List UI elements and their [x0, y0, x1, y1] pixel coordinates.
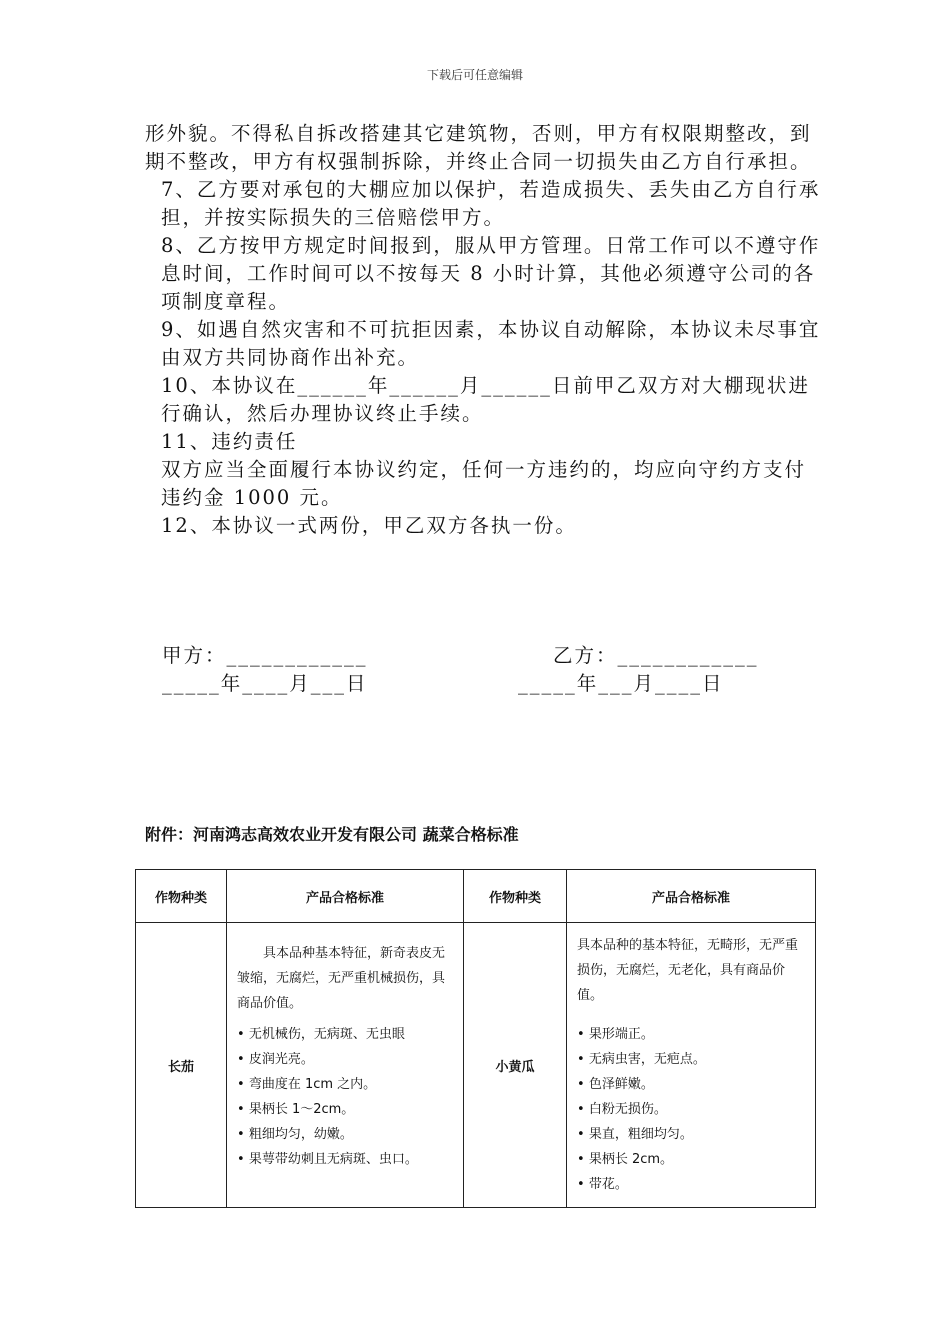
clause-9: 9、如遇自然灾害和不可抗拒因素，本协议自动解除，本协议未尽事宜由双方共同协商作出补充。 [161, 318, 821, 369]
clause-12: 12、本协议一式两份，甲乙双方各执一份。 [161, 514, 577, 537]
header-crop-1: 作物种类 [136, 870, 227, 923]
clause-11: 11、违约责任 [161, 430, 298, 453]
clause-11-text: 双方应当全面履行本协议约定，任何一方违约的，均应向守约方支付违约金 1000 元。 [161, 458, 807, 509]
list-item: • 果直，粗细均匀。 [577, 1122, 805, 1147]
clause-7: 7、乙方要对承包的大棚应加以保护，若造成损失、丢失由乙方自行承担，并按实际损失的三倍赔偿甲方。 [161, 178, 821, 229]
party-b-date: _____年___月____日 [518, 672, 724, 695]
party-a-date: _____年____月___日 [162, 672, 368, 695]
standard-cucumber-intro: 具本品种的基本特征，无畸形，无严重损伤，无腐烂，无老化，具有商品价值。 [577, 938, 799, 1003]
crop-eggplant: 长茄 [136, 923, 227, 1208]
header-standard-2: 产品合格标准 [567, 870, 816, 923]
annex-title: 附件：河南鸿志高效农业开发有限公司 蔬菜合格标准 [145, 825, 519, 844]
list-item: • 皮润光亮。 [237, 1047, 453, 1072]
party-a-signature: 甲方：____________ [162, 644, 368, 667]
list-item: • 果形端正。 [577, 1022, 805, 1047]
list-item: • 果萼带幼刺且无病斑、虫口。 [237, 1147, 453, 1172]
list-item: • 白粉无损伤。 [577, 1097, 805, 1122]
header-crop-2: 作物种类 [464, 870, 567, 923]
clause-8: 8、乙方按甲方规定时间报到，服从甲方管理。日常工作可以不遵守作息时间，工作时间可以不按每天 8 小时计算，其他必须遵守公司的各项制度章程。 [161, 234, 821, 313]
list-item: • 色泽鲜嫩。 [577, 1072, 805, 1097]
standard-eggplant-list [237, 1022, 453, 1172]
contract-body [145, 120, 825, 540]
table-header-row [136, 870, 816, 923]
page-header: 下载后可任意编辑 [426, 68, 523, 82]
list-item: • 果柄长 2cm。 [577, 1147, 805, 1172]
crop-cucumber: 小黄瓜 [464, 923, 567, 1208]
clause-10: 10、本协议在______年______月______日前甲乙双方对大棚现状进行确认，然后办理协议终止手续。 [161, 374, 810, 425]
list-item: • 粗细均匀，幼嫩。 [237, 1122, 453, 1147]
list-item: • 弯曲度在 1cm 之内。 [237, 1072, 453, 1097]
standard-eggplant [227, 923, 464, 1208]
standard-cucumber [567, 923, 816, 1208]
paragraph-continued: 形外貌。不得私自拆改搭建其它建筑物，否则，甲方有权限期整改，到期不整改，甲方有权强制拆除，并终止合同一切损失由乙方自行承担。 [145, 122, 812, 173]
party-b-signature: 乙方：____________ [553, 644, 759, 667]
list-item: • 带花。 [577, 1172, 805, 1197]
list-item: • 无机械伤，无病斑、无虫眼 [237, 1022, 453, 1047]
table-row [136, 923, 816, 1208]
standard-cucumber-list [577, 1022, 805, 1197]
header-standard-1: 产品合格标准 [227, 870, 464, 923]
list-item: • 无病虫害，无疤点。 [577, 1047, 805, 1072]
vegetable-standard-table [135, 869, 816, 1208]
standard-eggplant-intro: 具本品种基本特征，新奇表皮无皱缩，无腐烂，无严重机械损伤，具商品价值。 [237, 946, 446, 1011]
list-item: • 果柄长 1～2cm。 [237, 1097, 453, 1122]
